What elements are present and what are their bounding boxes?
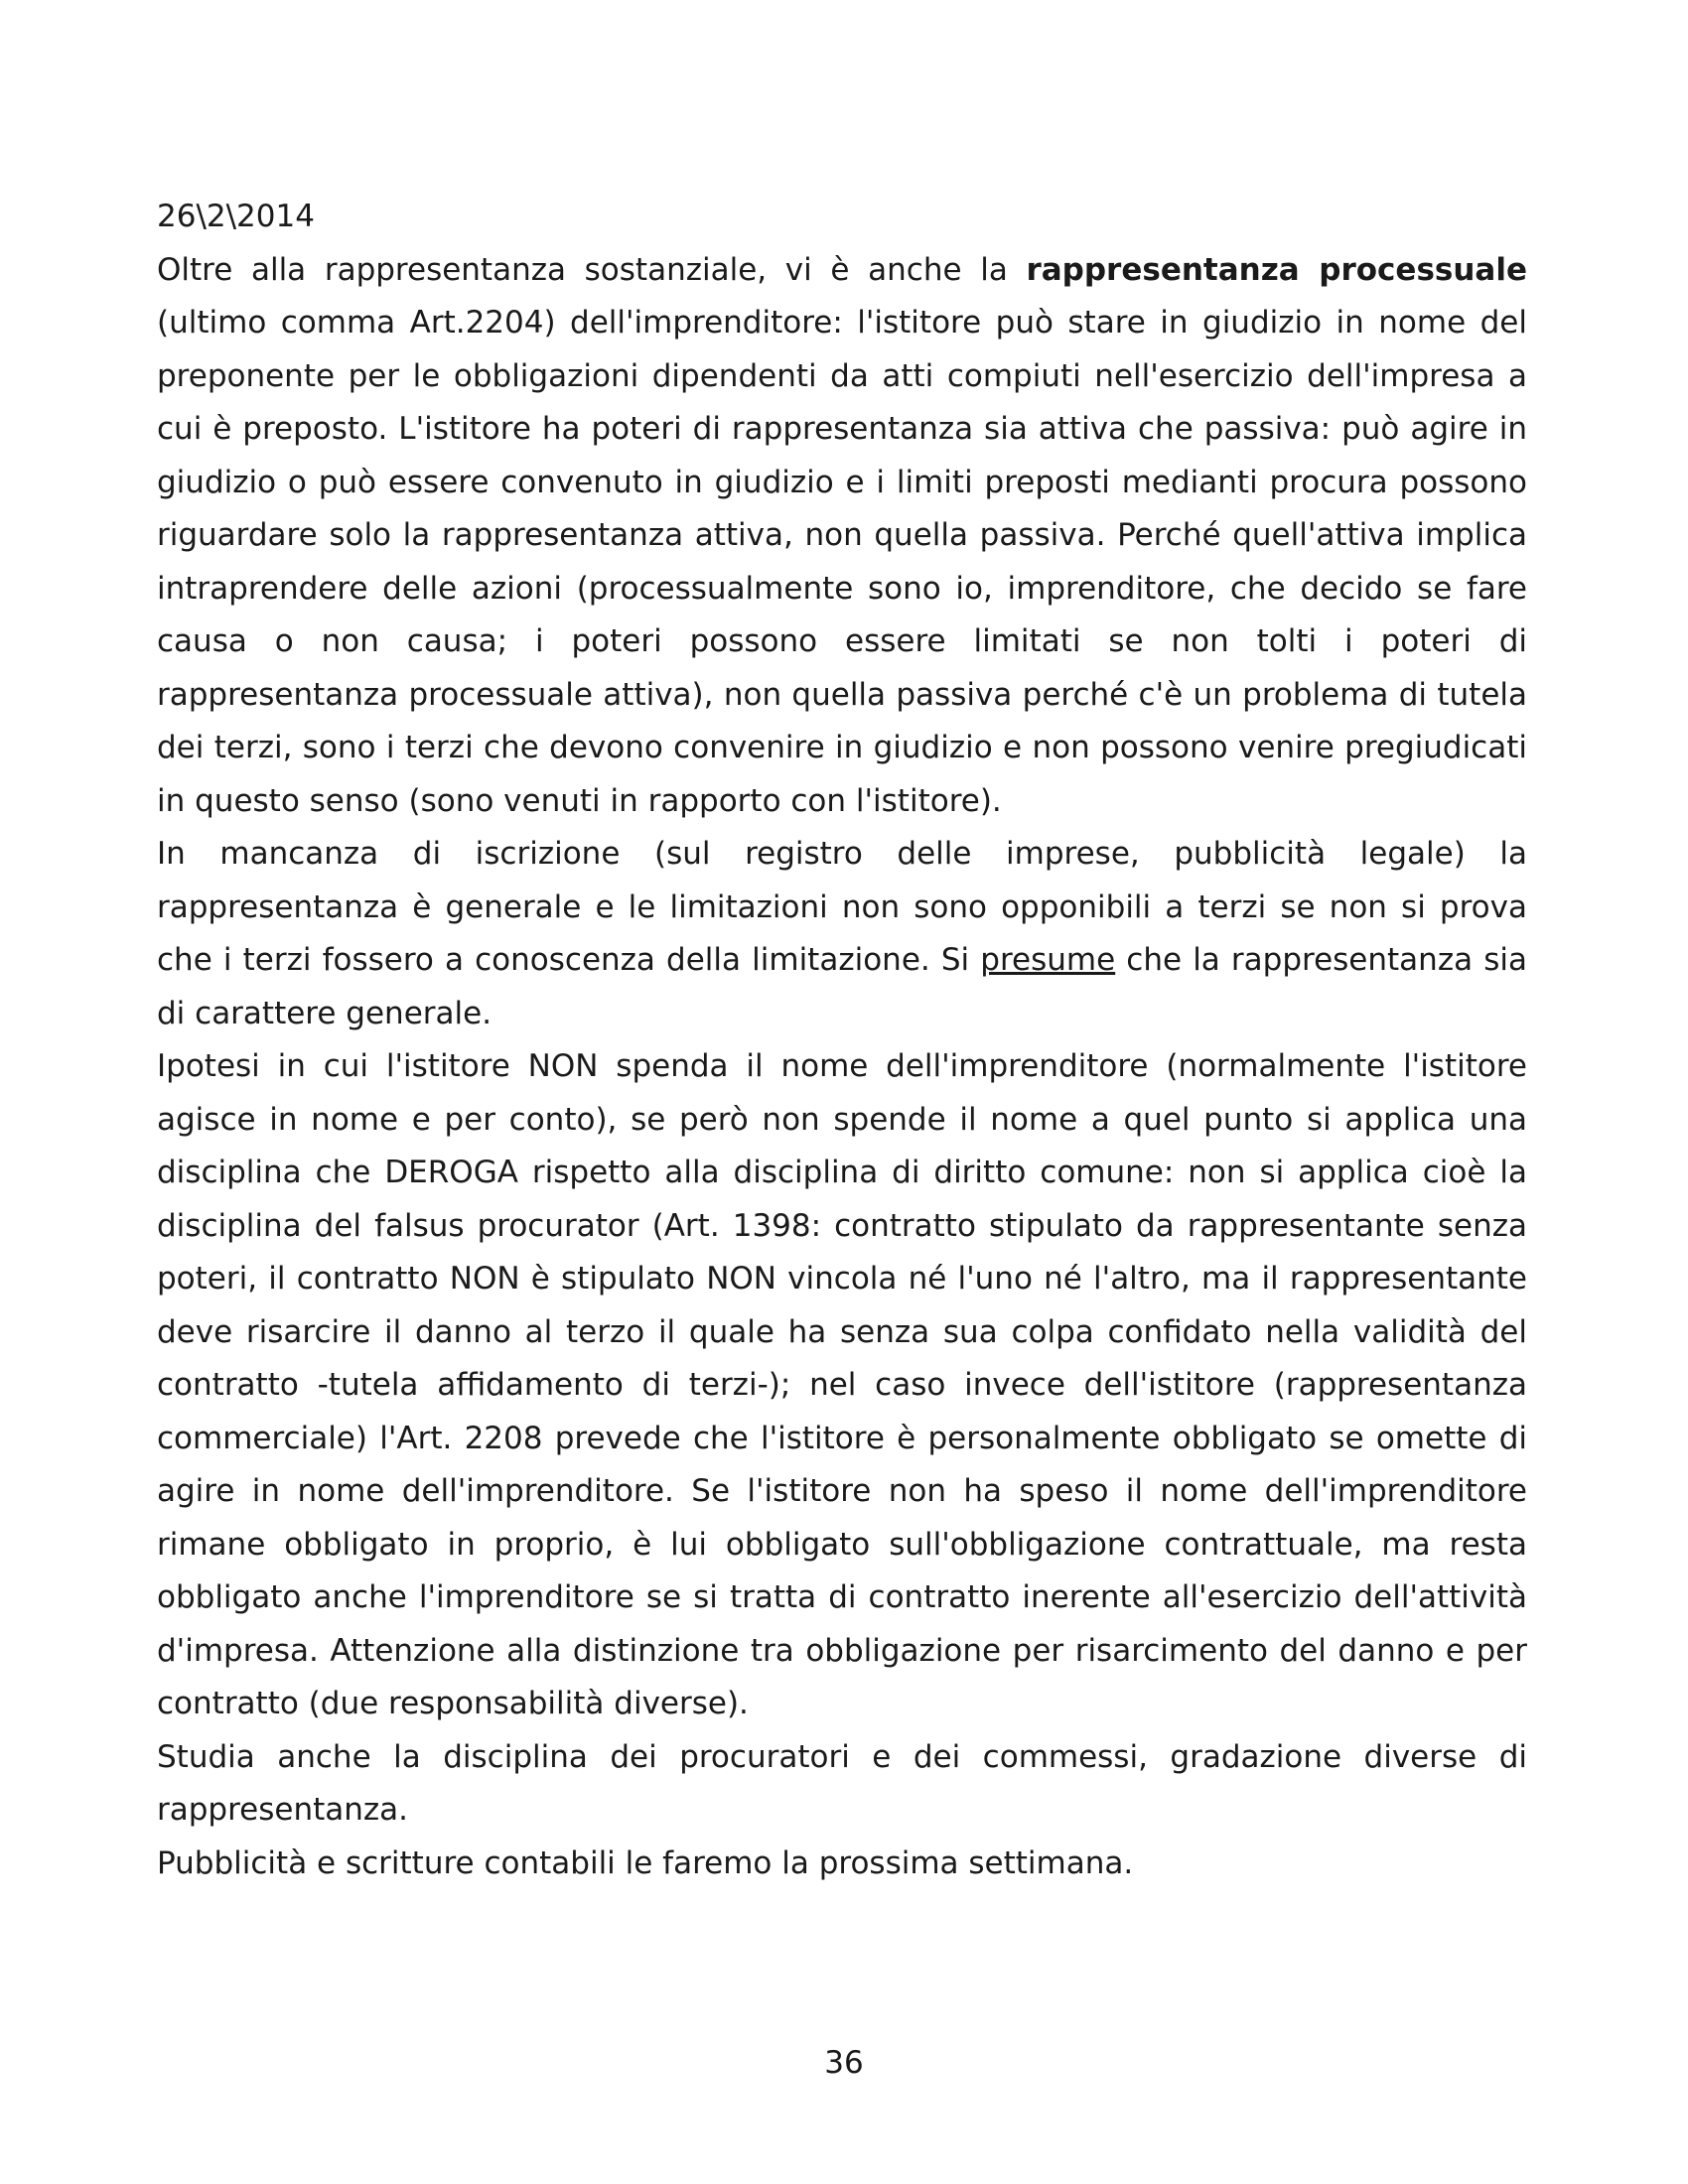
paragraph-ipotesi-istitore: Ipotesi in cui l'istitore NON spenda il nome dell'imprenditore (normalmente l'istitore agisce in nome e per conto), se però non spende il nome a quel punto si applica una disciplina che DEROGA rispetto alla disciplina di diritto comune: non si applica cioè la disciplina del falsus procurator (Art. 1398: contratto stipulato da rappresentante senza poteri, il contratto NON è stipulato NON vincola né l'uno né l'altro, ma il rappresentante deve risarcire il danno al terzo il quale ha senza sua colpa confidato nella validità del contratto -tutela affidamento di terzi-); nel caso invece dell'istitore (rappresentanza commerciale) l'Art. 2208 prevede che l'istitore è personalmente obbligato se omette di agire in nome dell'imprenditore. Se l'istitore non ha speso il nome dell'imprenditore rimane obbligato in proprio, è lui obbligato sull'obbligazione contrattuale, ma resta obbligato anche l'imprenditore se si tratta di contratto inerente all'esercizio dell'attività d'impresa. Attenzione alla distinzione tra obbligazione per risarcimento del danno e per contratto (due responsabilità diverse). <box>157 1048 1527 1721</box>
document-body <box>157 191 1527 1890</box>
paragraph-mancanza-iscrizione <box>157 828 1527 1040</box>
date-heading: 26\2\2014 <box>157 199 315 234</box>
paragraph-pubblicita: Pubblicità e scritture contabili le faremo la prossima settimana. <box>157 1844 1134 1881</box>
underlined-term-presume: presume <box>980 942 1116 978</box>
paragraph-studia-disciplina: Studia anche la disciplina dei procuratori e dei commessi, gradazione diverse di rappresentanza. <box>157 1738 1527 1828</box>
bold-term-rappresentanza-processuale: rappresentanza processuale <box>1026 251 1527 288</box>
paragraph-2-end: che la rappresentanza sia di carattere generale. <box>157 942 1527 1031</box>
paragraph-2-intro: In mancanza di iscrizione (sul registro delle imprese, pubblicità legale) la rappresentanza è generale e le limitazioni non sono opponibili a terzi se non si prova che i terzi fossero a conoscenza della limitazione. Si <box>157 836 1527 978</box>
paragraph-1-intro: Oltre alla rappresentanza sostanziale, vi è anche la <box>157 251 1027 288</box>
paragraph-rappresentanza-processuale <box>157 244 1527 829</box>
paragraph-1-body: (ultimo comma Art.2204) dell'imprenditore: l'istitore può stare in giudizio in nome del preponente per le obbligazioni dipendenti da atti compiuti nell'esercizio dell'impresa a cui è preposto. L'istitore ha poteri di rappresentanza sia attiva che passiva: può agire in giudizio o può essere convenuto in giudizio e i limiti preposti medianti procura possono riguardare solo la rappresentanza attiva, non quella passiva. Perché quell'attiva implica intraprendere delle azioni (processualmente sono io, imprenditore, che decido se fare causa o non causa; i poteri possono essere limitati se non tolti i poteri di rappresentanza processuale attiva), non quella passiva perché c'è un problema di tutela dei terzi, sono i terzi che devono convenire in giudizio e non possono venire pregiudicati in questo senso (sono venuti in rapporto con l'istitore). <box>157 305 1527 819</box>
page-number: 36 <box>824 2045 864 2081</box>
